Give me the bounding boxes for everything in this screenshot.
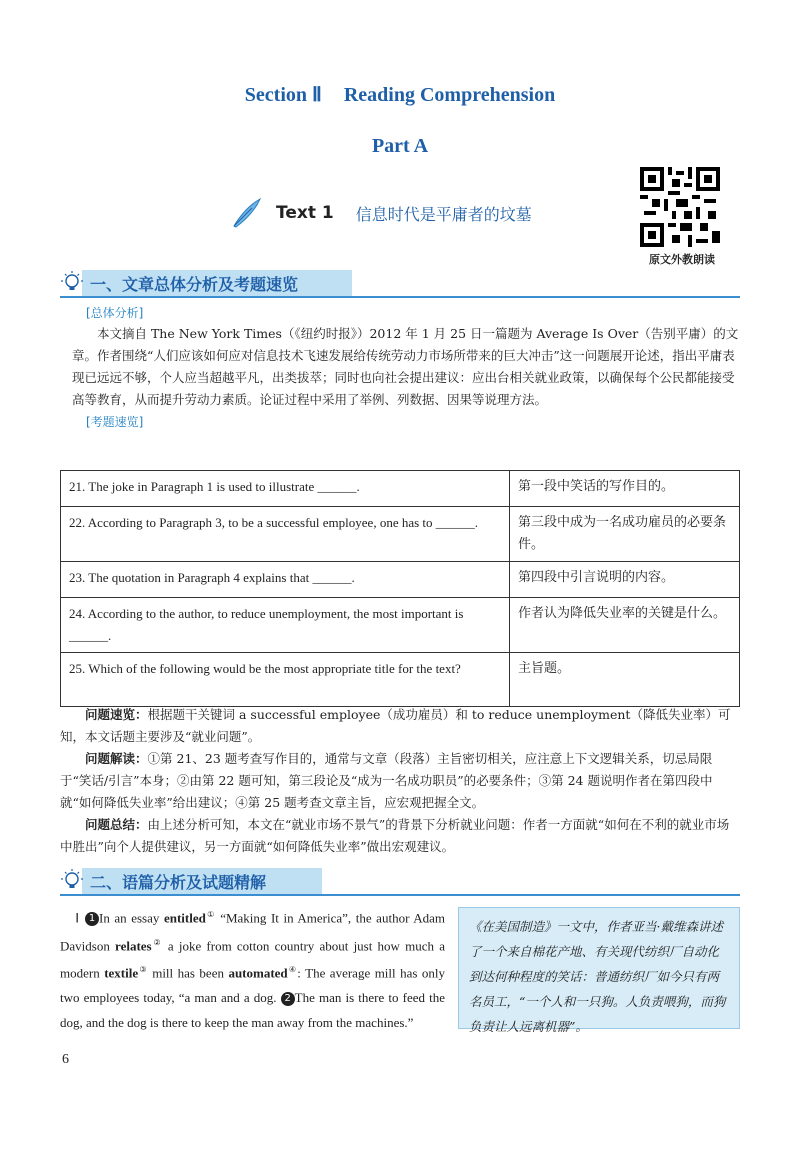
overview-text: 本文摘自 The New York Times（《纽约时报》）2012 年 1 月 25 日一篇题为 Average Is Over（告别平庸）的文章。作者围绕“人们应该如何应对信息技术飞速发展给传统劳动力市场所带来的巨大冲击”这一问题展开论述，指出平庸表现已远远不够，个人应当超越平凡，出类拔萃；同时也向社会提出建议：应出台相关就业政策，以确保每个公民都能接受高等教育，从而提升劳动力素质。论证过程中采用了举例、列数据、因果等说理方法。: [72, 326, 739, 407]
part-title: Part A: [371, 135, 429, 157]
qr-code-icon[interactable]: [640, 167, 720, 247]
table-row: [61, 507, 740, 562]
table-row: [61, 471, 740, 507]
question-text: 23. The quotation in Paragraph 4 explains that ______.: [61, 562, 510, 598]
text-label: Text 1: [276, 203, 334, 223]
preview-tag: [考题速览]: [86, 415, 144, 429]
sentence-number: 1: [85, 912, 99, 926]
question-focus: 作者认为降低失业率的关键是什么。: [510, 598, 740, 653]
question-text: 21. The joke in Paragraph 1 is used to illustrate ______.: [61, 471, 510, 507]
question-text: 22. According to Paragraph 3, to be a successful employee, one has to ______.: [61, 507, 510, 562]
table-row: [61, 562, 740, 598]
section2-heading: 二、语篇分析及试题精解: [60, 866, 740, 896]
question-focus: 主旨题。: [510, 653, 740, 707]
question-focus: 第三段中成为一名成功雇员的必要条件。: [510, 507, 740, 562]
section1-heading: 一、文章总体分析及考题速览: [60, 268, 740, 298]
paragraph-marker: Ⅰ: [74, 910, 81, 926]
page-number: 6: [62, 1052, 69, 1067]
section-title: Section Ⅱ Reading Comprehension: [244, 84, 556, 106]
passage-paragraph-1: Ⅰ 1 In an essay entitled① “Making It in America”, the author Adam Davidson relates② a joke from cotton country about just how much a modern textile③ mill has been automated④: The average mill has only two employees today, “a man and a dog. 2 The man is there to feed the dog, and the dog is there to keep the man away from the machines.”: [60, 910, 446, 1030]
overview-tag: [总体分析]: [86, 306, 144, 320]
translation-box: 《在美国制造》一文中，作者亚当·戴维森讲述了一个来自棉花产地、有关现代纺织厂自动化到达何种程度的笑话：普通纺织厂如今只有两名员工，“一个人和一只狗。人负责喂狗，而狗负责让人远离机器”。: [458, 907, 740, 1029]
table-row: [61, 598, 740, 653]
question-focus: 第一段中笑话的写作目的。: [510, 471, 740, 507]
vocab-word[interactable]: entitled: [163, 910, 206, 926]
vocab-word[interactable]: automated: [228, 965, 288, 981]
overview-block: [72, 303, 740, 433]
text-heading: [230, 198, 532, 228]
question-text: 24. According to the author, to reduce unemployment, the most important is ______.: [61, 598, 510, 653]
question-text: 25. Which of the following would be the most appropriate title for the text?: [61, 653, 510, 707]
question-preview-table: [60, 470, 740, 707]
qr-caption: 原文外教朗读: [649, 253, 715, 266]
notes-block: [60, 704, 740, 858]
note-summary: 问题总结：由上述分析可知，本文在“就业市场不景气”的背景下分析就业问题：作者一方面就“如何在不利的就业市场中胜出”向个人提供建议，另一方面就“如何降低失业率”做出宏观建议。: [60, 817, 730, 854]
sentence-number: 2: [281, 992, 295, 1006]
vocab-word[interactable]: textile: [104, 965, 139, 981]
note-interpretation: 问题解读：①第 21、23 题考查写作目的，通常与文章（段落）主旨密切相关，应注意上下文逻辑关系，切忌局限于“笑话/引言”本身；②由第 22 题可知，第三段论及“成为一名成功职员”的必要条件；③第 24 题说明作者在第四段中就“如何降低失业率”给出建议；④第 25 题考查文章主旨，应宏观把握全文。: [60, 751, 713, 810]
table-row: [61, 653, 740, 707]
lightbulb-icon: [60, 868, 84, 892]
quill-icon: [230, 196, 264, 230]
lightbulb-icon: [60, 270, 84, 294]
text-title-cn: 信息时代是平庸者的坟墓: [355, 204, 532, 224]
vocab-word[interactable]: relates: [115, 938, 152, 954]
note-overview: 问题速览：根据题干关键词 a successful employee（成功雇员）和 to reduce unemployment（降低失业率）可知，本文话题主要涉及“就业问题”。: [60, 707, 731, 744]
question-focus: 第四段中引言说明的内容。: [510, 562, 740, 598]
